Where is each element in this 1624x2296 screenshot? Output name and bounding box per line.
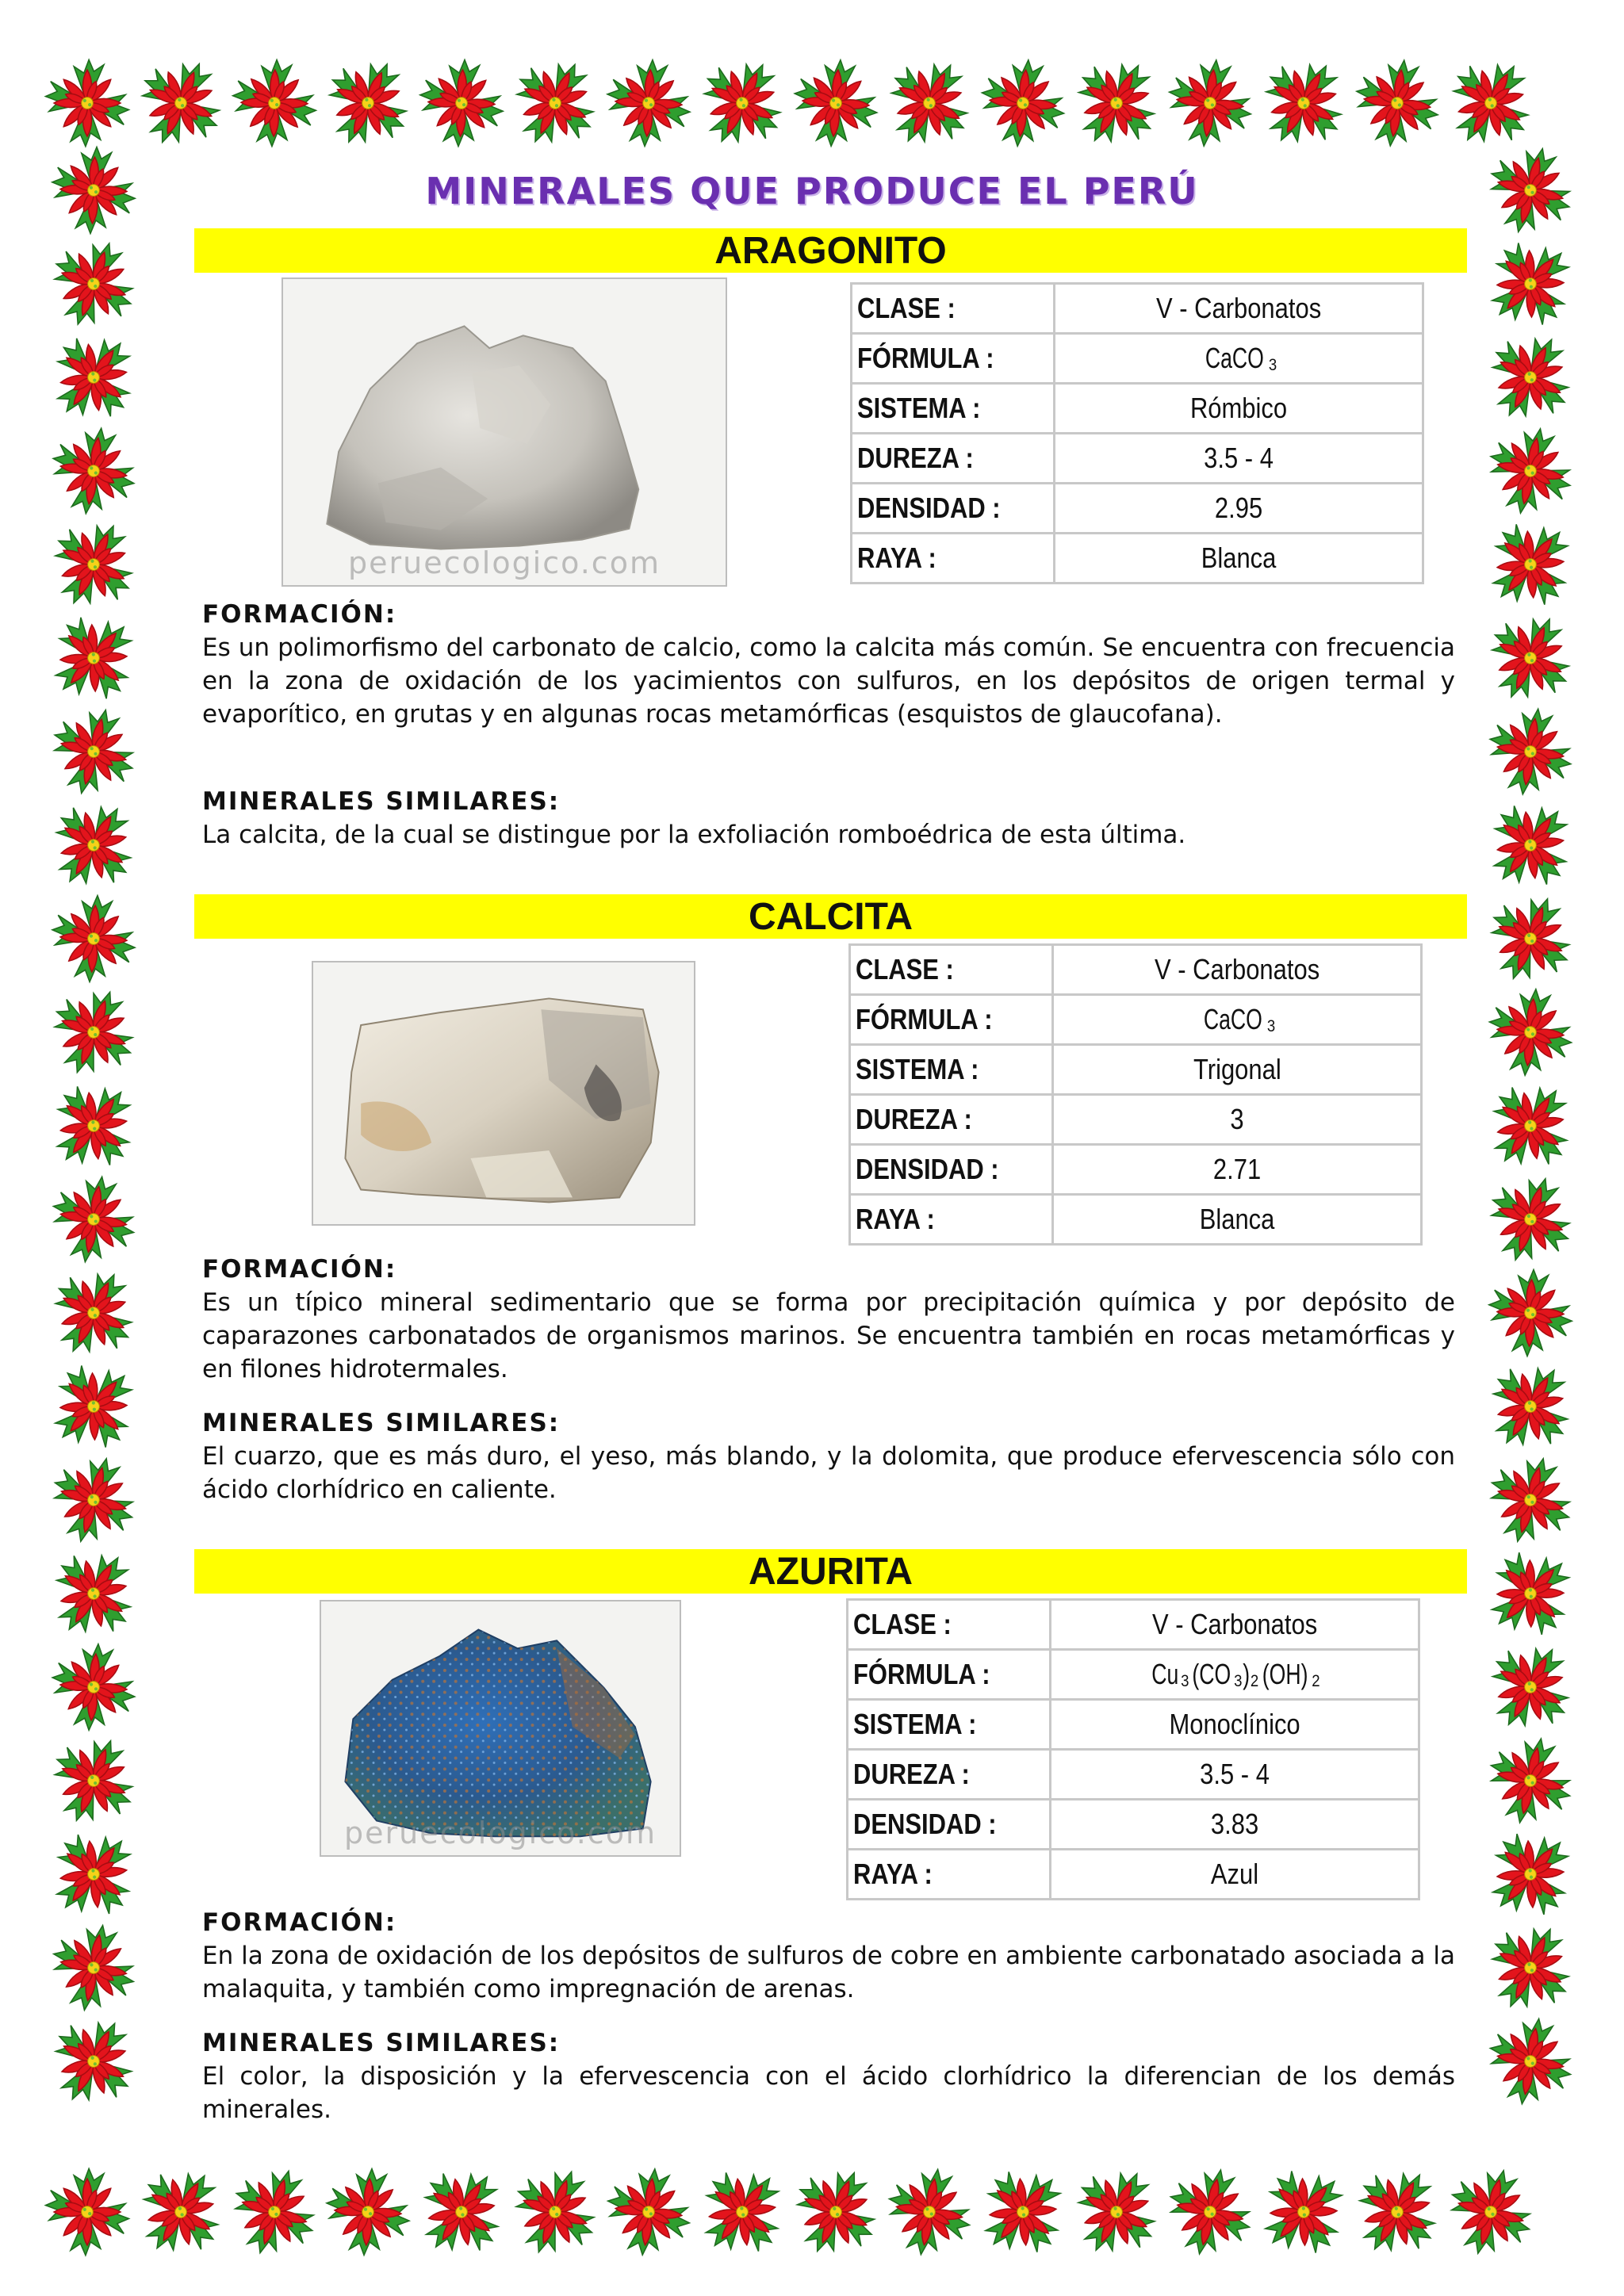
mineral-name: ARAGONITO — [194, 228, 1467, 273]
poinsettia-icon — [1483, 703, 1577, 801]
poinsettia-icon — [1059, 45, 1174, 161]
poinsettia-icon — [33, 598, 153, 718]
poinsettia-icon — [43, 699, 144, 803]
poinsettia-icon — [605, 58, 693, 149]
poinsettia-icon — [1481, 420, 1580, 521]
poinsettia-icon — [1480, 1730, 1580, 1832]
property-value: Trigonal — [1193, 1053, 1281, 1085]
table-row — [850, 1095, 1422, 1145]
poinsettia-icon — [791, 57, 880, 149]
formation-block — [202, 598, 1455, 731]
formula-part: (OH) — [1262, 1657, 1308, 1690]
poinsettia-icon — [34, 1815, 153, 1934]
formula-value — [1149, 1658, 1320, 1691]
table-row — [850, 945, 1422, 995]
table-row — [850, 995, 1422, 1045]
property-value: 3.5 - 4 — [1204, 442, 1274, 474]
poinsettia-icon — [1476, 883, 1584, 994]
poinsettia-icon — [501, 2157, 609, 2267]
similar-heading: MINERALES SIMILARES: — [202, 2029, 561, 2057]
property-label: DUREZA : — [856, 1103, 972, 1135]
poinsettia-icon — [49, 1641, 138, 1733]
property-value: V - Carbonatos — [1151, 1608, 1318, 1640]
poinsettia-icon — [1471, 1814, 1591, 1934]
poinsettia-icon — [1475, 602, 1586, 714]
property-label: RAYA : — [856, 1203, 935, 1235]
property-label: RAYA : — [857, 541, 936, 574]
poinsettia-icon — [46, 59, 129, 146]
property-value: 3.5 - 4 — [1200, 1758, 1270, 1790]
formula-part: Cu — [1151, 1657, 1179, 1690]
poinsettia-icon — [1164, 55, 1256, 151]
poinsettia-icon — [36, 786, 151, 904]
formula-subscript: 3 — [1268, 354, 1277, 375]
poinsettia-icon — [1474, 1911, 1586, 2024]
property-label: DENSIDAD : — [856, 1153, 999, 1185]
poinsettia-icon — [1472, 1066, 1589, 1184]
property-label: FÓRMULA : — [857, 342, 994, 374]
poinsettia-icon — [33, 1346, 153, 1466]
formula-value — [1199, 1003, 1275, 1036]
poinsettia-icon — [45, 1918, 142, 2018]
table-row — [852, 484, 1423, 534]
poinsettia-icon — [37, 507, 149, 621]
formation-heading: FORMACIÓN: — [202, 1908, 397, 1937]
similar-heading: MINERALES SIMILARES: — [202, 787, 561, 816]
poinsettia-icon — [51, 146, 137, 235]
formula-part: ) — [1243, 1657, 1251, 1690]
poinsettia-icon — [1488, 1269, 1574, 1358]
table-row — [848, 1850, 1419, 1900]
poinsettia-icon — [125, 47, 236, 159]
poinsettia-icon — [882, 2163, 978, 2261]
table-row — [848, 1800, 1419, 1850]
formula-subscript: 2 — [1312, 1670, 1320, 1691]
poinsettia-icon — [36, 1535, 152, 1652]
poinsettia-icon — [403, 2152, 520, 2271]
mineral-name: AZURITA — [194, 1549, 1467, 1594]
poinsettia-icon — [1483, 2012, 1579, 2110]
similar-heading: MINERALES SIMILARES: — [202, 1409, 561, 1437]
property-value: Blanca — [1201, 541, 1277, 574]
property-value: Monoclínico — [1169, 1708, 1300, 1740]
poinsettia-icon — [1473, 1629, 1588, 1745]
table-row — [852, 284, 1423, 334]
formula-part: CaCO — [1205, 341, 1264, 374]
properties-table — [846, 1598, 1420, 1900]
poinsettia-icon — [1433, 44, 1549, 161]
poinsettia-icon — [419, 59, 505, 148]
similar-block — [202, 1406, 1455, 1506]
property-value: 2.71 — [1212, 1153, 1262, 1185]
similar-text: El cuarzo, que es más duro, el yeso, más blando, y la dolomita, que produce efervescencia sólo con ácido clorhídrico en caliente. — [202, 1442, 1455, 1504]
poinsettia-icon — [34, 318, 152, 437]
table-row — [852, 334, 1423, 384]
poinsettia-icon — [123, 2153, 239, 2271]
formation-heading: FORMACIÓN: — [202, 600, 397, 629]
poinsettia-icon — [46, 1170, 142, 1269]
poinsettia-icon — [978, 56, 1068, 150]
poinsettia-icon — [1439, 2160, 1542, 2265]
table-row — [850, 1045, 1422, 1095]
poinsettia-icon — [222, 2158, 327, 2265]
formation-text: Es un polimorfismo del carbonato de calcio, como la calcita más común. Se encuentra con frecuencia en la zona de oxidación de los yacimientos con sulfuros, en los depósitos de origen termal y evaporítico, en grutas y en algunas rocas metamórficas (esquistos de glaucofana). — [202, 633, 1455, 729]
similar-text: El color, la disposición y la efervescencia con el ácido clorhídrico la diferencian de los demás minerales. — [202, 2062, 1455, 2124]
poinsettia-icon — [40, 229, 147, 338]
property-value: V - Carbonatos — [1154, 953, 1320, 985]
page-title: MINERALES QUE PRODUCE EL PERÚ — [425, 170, 1199, 212]
poinsettia-icon — [1479, 1448, 1582, 1553]
poinsettia-icon — [46, 2168, 129, 2255]
table-row — [852, 534, 1423, 584]
poinsettia-icon — [1470, 1533, 1590, 1653]
formula-part: (CO — [1192, 1657, 1231, 1690]
formula-subscript: 3 — [1181, 1670, 1189, 1691]
property-value: 3.83 — [1210, 1808, 1259, 1840]
formula-subscript: 2 — [1250, 1670, 1259, 1691]
poinsettia-icon — [1477, 1165, 1584, 1273]
poinsettia-icon — [686, 46, 799, 160]
poinsettia-icon — [963, 2152, 1083, 2271]
poinsettia-icon — [46, 423, 140, 520]
table-row — [850, 1145, 1422, 1195]
table-row — [848, 1750, 1419, 1800]
property-label: DUREZA : — [853, 1758, 970, 1790]
poinsettia-icon — [1160, 2161, 1259, 2263]
table-row — [852, 384, 1423, 434]
poinsettia-icon — [1485, 985, 1576, 1079]
poinsettia-icon — [1471, 504, 1591, 624]
table-row — [848, 1700, 1419, 1750]
property-value: 2.95 — [1214, 492, 1263, 524]
property-label: DENSIDAD : — [853, 1808, 997, 1840]
properties-table — [848, 943, 1423, 1246]
photo-watermark: peruecologico.com — [348, 545, 661, 580]
formula-part: CaCO — [1203, 1002, 1262, 1035]
poinsettia-icon — [1480, 138, 1581, 242]
formation-text: Es un típico mineral sedimentario que se forma por precipitación química y por depósito de caparazones carbonatados de organismos marinos. Se encuentra también en rocas metamórficas y en filones hidrotermales. — [202, 1288, 1455, 1383]
poinsettia-icon — [499, 46, 611, 159]
table-row — [852, 434, 1423, 484]
poinsettia-icon — [39, 1725, 147, 1836]
mineral-photo — [312, 961, 695, 1226]
poinsettia-icon — [1247, 45, 1362, 161]
property-value: Blanca — [1199, 1203, 1275, 1235]
property-label: SISTEMA : — [853, 1708, 977, 1740]
property-label: RAYA : — [853, 1858, 933, 1890]
properties-table — [850, 282, 1424, 584]
formation-text: En la zona de oxidación de los depósitos de sulfuros de cobre en ambiente carbonatado asociada a la malaquita, y también como impregnación de arenas. — [202, 1942, 1455, 2003]
mineral-photo — [320, 1600, 681, 1857]
poinsettia-icon — [603, 2164, 695, 2260]
poinsettia-icon — [36, 2004, 150, 2119]
poinsettia-icon — [37, 1256, 150, 1370]
formation-heading: FORMACIÓN: — [202, 1255, 397, 1284]
poinsettia-icon — [1340, 2154, 1455, 2270]
formation-block — [202, 1906, 1455, 2006]
mineral-photo — [282, 277, 727, 587]
table-row — [848, 1600, 1419, 1650]
property-label: DENSIDAD : — [857, 492, 1001, 524]
formula-subscript: 3 — [1266, 1016, 1276, 1036]
poinsettia-icon — [1060, 2155, 1173, 2269]
poinsettia-icon — [1243, 2152, 1363, 2271]
property-label: SISTEMA : — [856, 1053, 979, 1085]
mineral-name: CALCITA — [194, 894, 1467, 939]
poinsettia-icon — [872, 46, 986, 161]
formula-value — [1201, 342, 1277, 375]
poinsettia-icon — [683, 2152, 802, 2271]
poinsettia-icon — [1473, 320, 1587, 435]
property-value: Azul — [1210, 1858, 1259, 1890]
property-label: CLASE : — [856, 953, 954, 985]
table-row — [850, 1195, 1422, 1245]
property-value: 3 — [1230, 1103, 1244, 1135]
poinsettia-icon — [1471, 786, 1590, 905]
poinsettia-icon — [1473, 1348, 1588, 1465]
property-label: CLASE : — [853, 1608, 952, 1640]
poinsettia-icon — [34, 1066, 153, 1185]
property-label: FÓRMULA : — [856, 1003, 993, 1035]
formation-block — [202, 1253, 1455, 1386]
property-label: DUREZA : — [857, 442, 974, 474]
photo-watermark: peruecologico.com — [344, 1816, 657, 1850]
poinsettia-icon — [1470, 224, 1590, 343]
poinsettia-icon — [42, 1448, 145, 1553]
similar-block — [202, 2026, 1455, 2126]
poinsettia-icon — [324, 2167, 412, 2258]
poinsettia-icon — [312, 47, 423, 159]
similar-text: La calcita, de la cual se distingue por la exfoliación romboédrica de esta última. — [202, 821, 1186, 849]
property-value: V - Carbonatos — [1155, 292, 1322, 324]
poinsettia-icon — [40, 978, 147, 1088]
poinsettia-icon — [50, 894, 138, 985]
property-label: FÓRMULA : — [853, 1658, 990, 1690]
formula-subscript: 3 — [1234, 1670, 1243, 1691]
poinsettia-icon — [232, 59, 317, 147]
poinsettia-icon — [1350, 55, 1444, 151]
similar-block — [202, 785, 1455, 851]
property-value: Rómbico — [1189, 392, 1288, 424]
property-label: SISTEMA : — [857, 392, 981, 424]
poinsettia-icon — [780, 2156, 891, 2268]
table-row — [848, 1650, 1419, 1700]
property-label: CLASE : — [857, 292, 956, 324]
